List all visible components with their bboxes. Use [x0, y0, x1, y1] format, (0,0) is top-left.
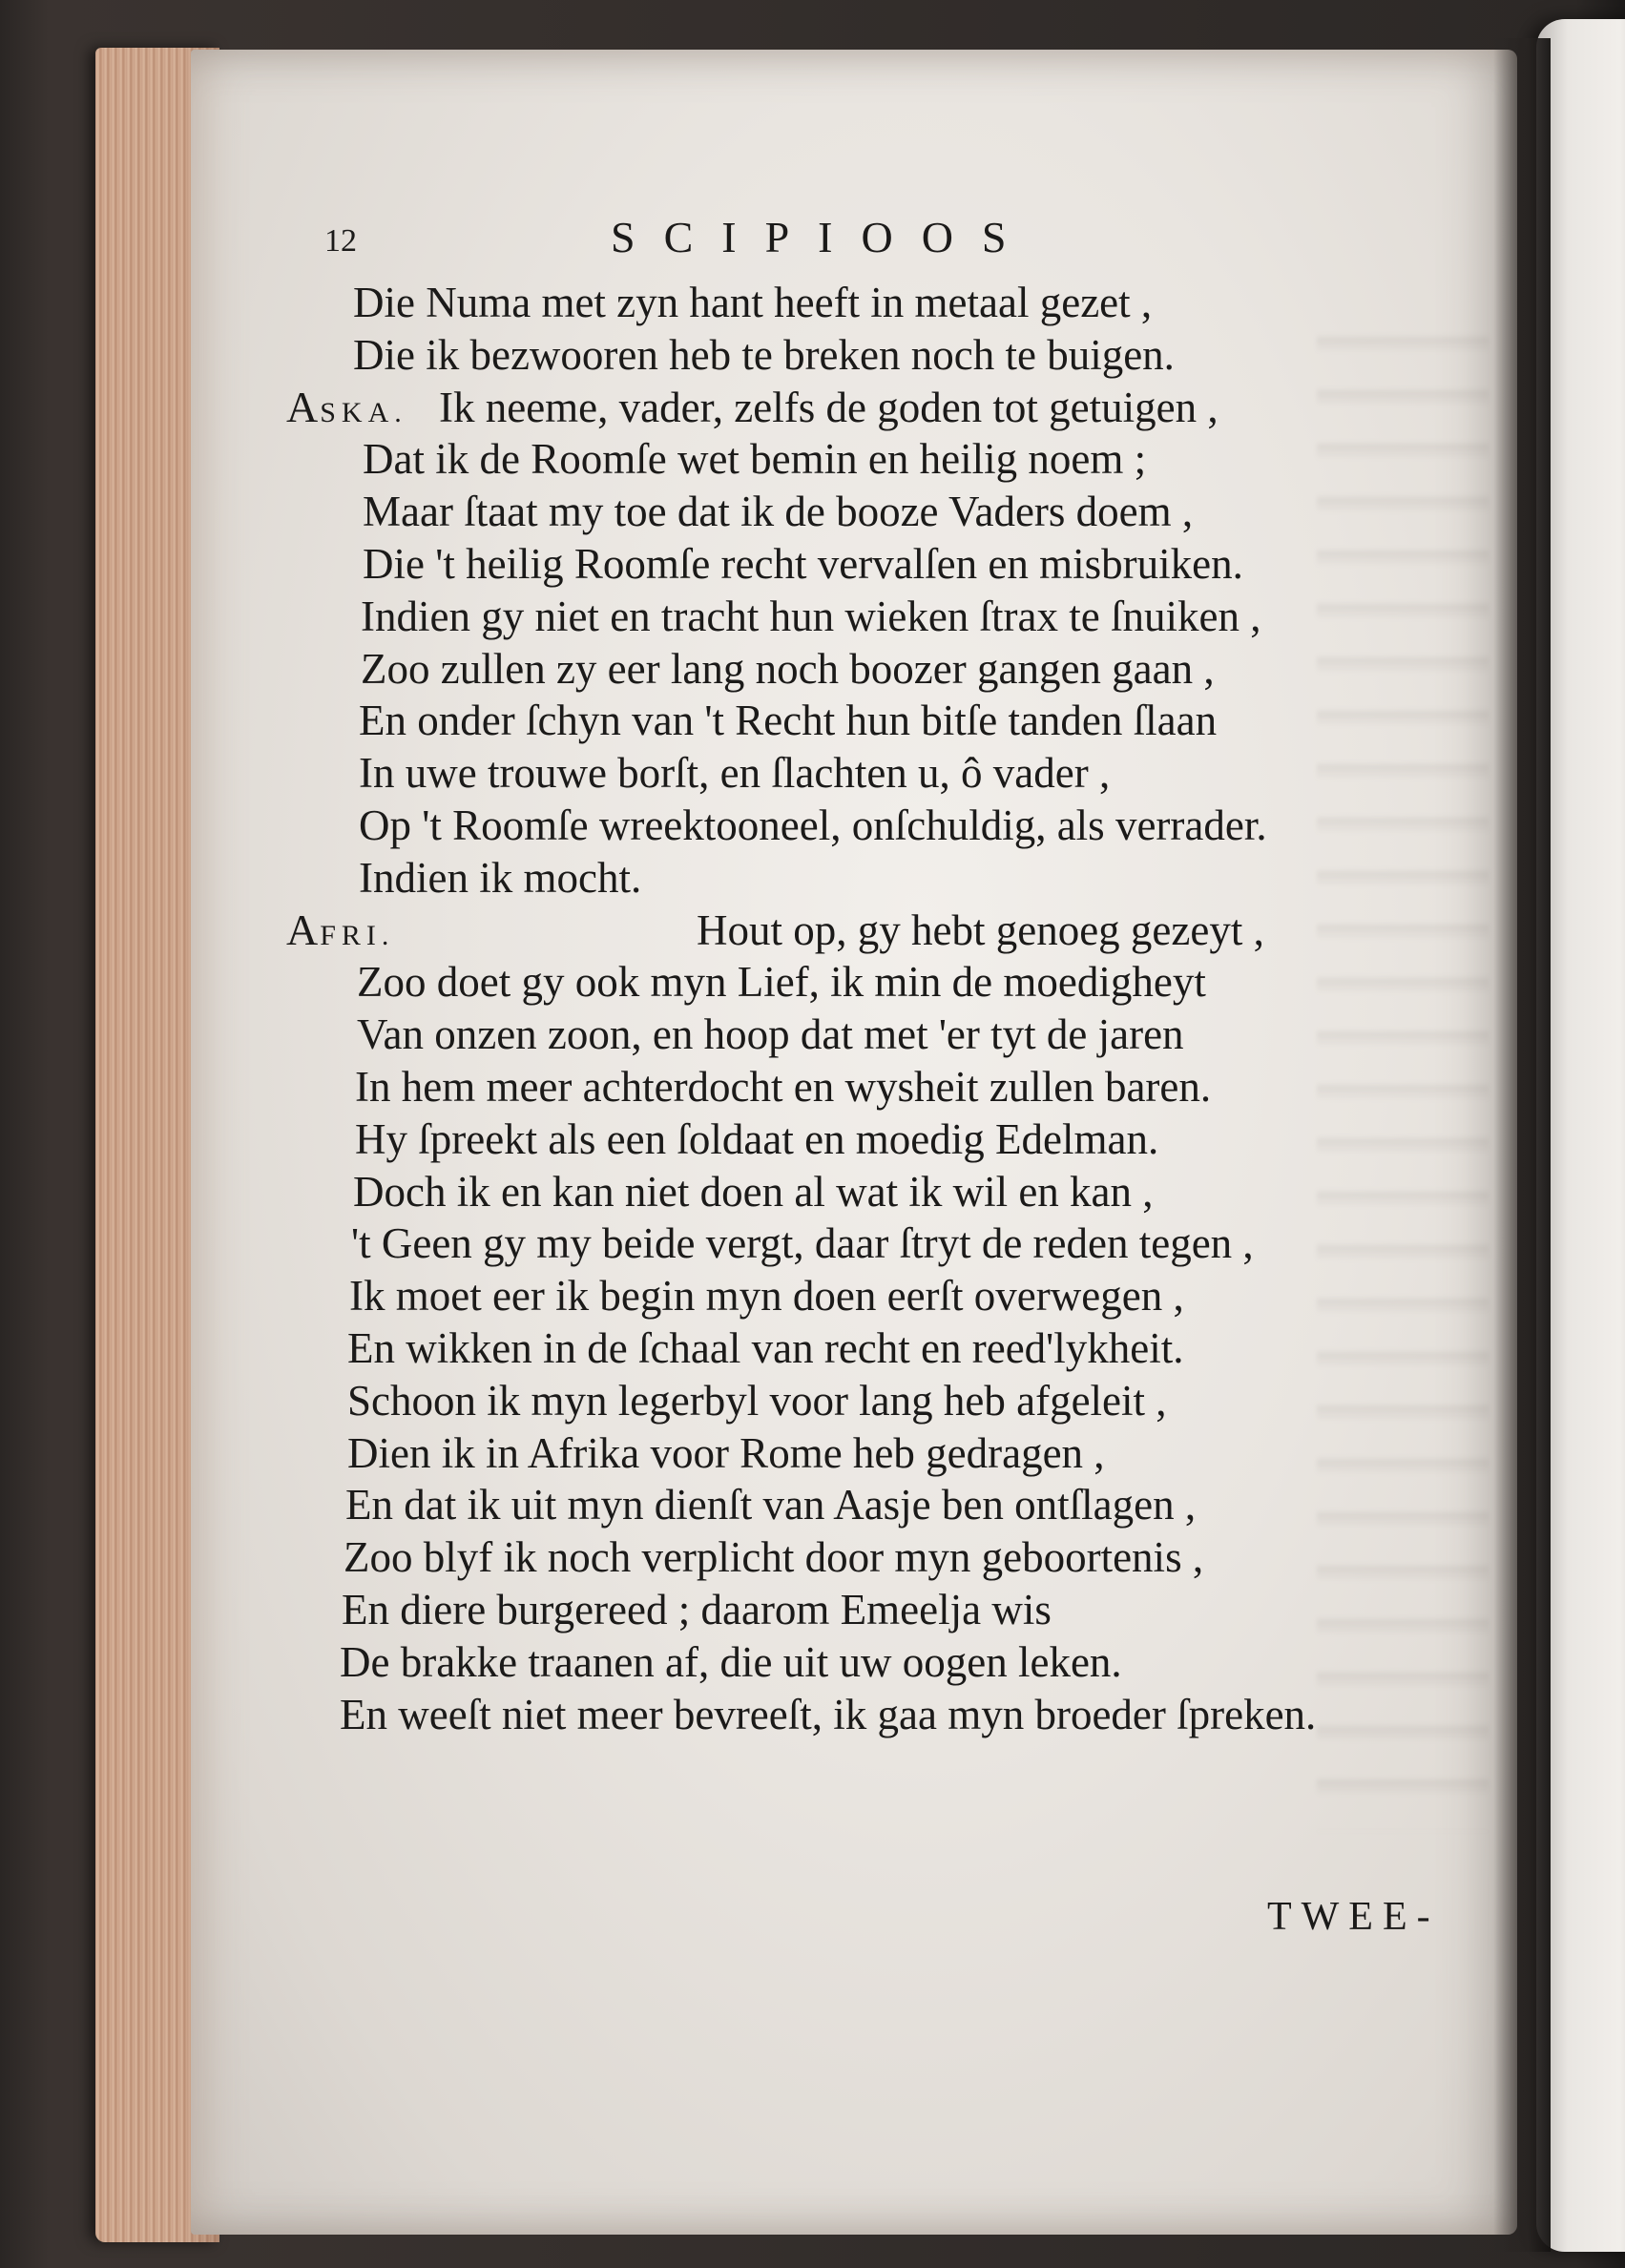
verse-line: [286, 852, 1508, 905]
verse-text: Dien ik in Afrika voor Rome heb gedragen ,: [347, 1428, 1105, 1477]
verse-line: [286, 1375, 1508, 1427]
verse-line: [286, 1061, 1508, 1113]
verse-text: De brakke traanen af, die uit uw oogen leken.: [340, 1637, 1122, 1686]
verse-text: Die ik bezwooren heb te breken noch te buigen.: [353, 330, 1175, 379]
running-head: [324, 212, 1546, 269]
speaker-initial: A: [286, 905, 321, 954]
catchword: TWEE-: [1267, 1895, 1440, 1939]
verse-line: [286, 382, 1508, 434]
verse-line: [286, 1427, 1508, 1480]
verse-line: [286, 1584, 1508, 1636]
verse-text: Die 't heilig Roomſe recht vervalſen en misbruiken.: [363, 539, 1243, 588]
verse-line: [286, 1531, 1508, 1584]
verse-line: [286, 277, 1508, 329]
verse-text: Zoo blyf ik noch verplicht door myn geboortenis ,: [344, 1533, 1204, 1582]
verse-line: [286, 486, 1508, 538]
verse-text: Zoo doet gy ook myn Lief, ik min de moedigheyt: [357, 958, 1206, 1007]
verse-text: Ik moet eer ik begin myn doen eerſt overwegen ,: [349, 1272, 1184, 1321]
verse-line: [286, 591, 1508, 643]
speaker-label: [286, 905, 394, 963]
verse-text: En diere burgereed ; daarom Emeelja wis: [342, 1585, 1052, 1633]
verse-text: Indien ik mocht.: [359, 853, 642, 902]
verse-text: 't Geen gy my beide vergt, daar ſtryt de reden tegen ,: [351, 1219, 1254, 1268]
verse-line: [286, 433, 1508, 486]
verse-line: [286, 695, 1508, 747]
verse-line: [286, 538, 1508, 591]
verse-line: [286, 643, 1508, 696]
verse-line: [286, 1217, 1508, 1270]
speaker-label: [286, 382, 407, 440]
verse-line: [286, 1322, 1508, 1375]
verse-text: En dat ik uit myn dienſt van Aasje ben ontſlagen ,: [345, 1481, 1197, 1529]
verse-line: [286, 747, 1508, 800]
verse-text: Hout op, gy hebt genoeg gezeyt ,: [697, 905, 1264, 954]
verse-text: Ik neeme, vader, zelfs de goden tot getuigen ,: [439, 383, 1219, 431]
verse-text: Op 't Roomſe wreektooneel, onſchuldig, als verrader.: [359, 801, 1267, 849]
verse-line: [286, 1113, 1508, 1166]
verse-line: [286, 800, 1508, 852]
verse-text: Doch ik en kan niet doen al wat ik wil en kan ,: [353, 1167, 1154, 1216]
verse-line: [286, 1166, 1508, 1218]
verse-text: En onder ſchyn van 't Recht hun bitſe tanden ſlaan: [359, 697, 1218, 745]
verse-text: En wikken in de ſchaal van recht en reed'lykheit.: [347, 1323, 1184, 1372]
verse-text: Zoo zullen zy eer lang noch boozer gangen gaan ,: [361, 644, 1215, 693]
verse-text: En weeſt niet meer bevreeſt, ik gaa myn broeder ſpreken.: [340, 1690, 1317, 1738]
verse-text: In uwe trouwe borſt, en ſlachten u, ô vader ,: [359, 749, 1111, 798]
verse-text: In hem meer achterdocht en wysheit zullen baren.: [355, 1062, 1212, 1111]
page-title: SCIPIOOS: [611, 213, 1035, 261]
verse-text: Die Numa met zyn hant heeft in metaal gezet ,: [353, 279, 1153, 326]
page-number: 12: [324, 223, 357, 259]
verse-line: [286, 1689, 1508, 1741]
verse-line: [286, 1009, 1508, 1061]
speaker-initial: A: [286, 382, 321, 431]
speaker-label-rest: FRI.: [320, 919, 395, 951]
verse-text: Hy ſpreekt als een ſoldaat en moedig Edelman.: [355, 1114, 1159, 1163]
speaker-label-rest: SKA.: [320, 396, 407, 428]
verse-line: [286, 329, 1508, 382]
verse-line: [286, 905, 1508, 957]
verse-lines: [286, 277, 1508, 1740]
verse-text: Schoon ik myn legerbyl voor lang heb afgeleit ,: [347, 1376, 1167, 1425]
verse-text: Indien gy niet en tracht hun wieken ſtrax te ſnuiken ,: [361, 592, 1261, 640]
verse-line: [286, 1479, 1508, 1531]
verse-line: [286, 1636, 1508, 1689]
verse-text: Dat ik de Roomſe wet bemin en heilig noem ;: [363, 435, 1147, 484]
verse-text: Van onzen zoon, en hoop dat met 'er tyt de jaren: [357, 1010, 1184, 1059]
verse-line: [286, 1270, 1508, 1322]
verse-line: [286, 956, 1508, 1009]
verse-text: Maar ſtaat my toe dat ik de booze Vaders doem ,: [363, 488, 1194, 536]
